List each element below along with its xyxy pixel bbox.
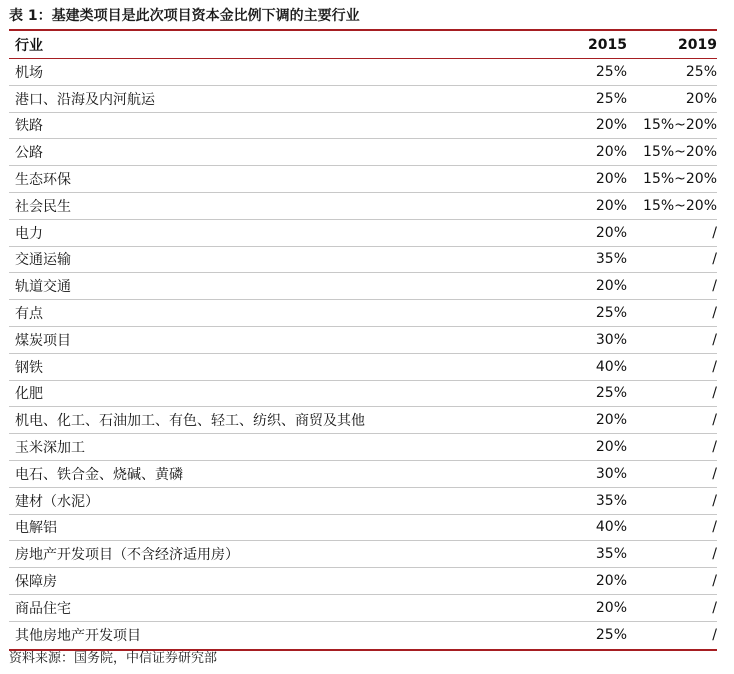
- ratio-2019-cell: /: [712, 519, 717, 536]
- table-row: [9, 622, 717, 649]
- industry-cell: 轨道交通: [15, 279, 71, 296]
- industry-cell: 建材（水泥）: [15, 493, 99, 510]
- ratio-2015-cell: 30%: [595, 465, 627, 482]
- industry-cell: 港口、沿海及内河航运: [15, 91, 155, 108]
- industry-cell: 玉米深加工: [15, 440, 85, 457]
- capital-ratio-table: [9, 29, 717, 651]
- ratio-2019-cell: 15%~20%: [643, 171, 717, 188]
- ratio-2015-cell: 20%: [595, 171, 627, 188]
- table-row: [9, 515, 717, 542]
- ratio-2015-cell: 20%: [595, 117, 627, 134]
- ratio-2019-cell: /: [712, 331, 717, 348]
- ratio-2015-cell: 20%: [595, 144, 627, 161]
- ratio-2019-cell: /: [712, 492, 717, 509]
- ratio-2015-cell: 25%: [595, 63, 627, 80]
- table-row: [9, 381, 717, 408]
- ratio-2015-cell: 40%: [595, 519, 627, 536]
- table-row: [9, 59, 717, 86]
- table-row: [9, 193, 717, 220]
- table-row: [9, 541, 717, 568]
- ratio-2015-cell: 20%: [595, 599, 627, 616]
- table-row: [9, 166, 717, 193]
- ratio-2019-cell: /: [712, 358, 717, 375]
- table-body: [9, 59, 717, 649]
- industry-cell: 房地产开发项目（不含经济适用房）: [15, 547, 239, 564]
- industry-cell: 化肥: [15, 386, 43, 403]
- ratio-2019-cell: /: [712, 385, 717, 402]
- industry-cell: 生态环保: [15, 172, 71, 189]
- industry-cell: 电力: [15, 225, 43, 242]
- ratio-2019-cell: /: [712, 465, 717, 482]
- industry-cell: 电解铝: [15, 520, 57, 537]
- industry-cell: 有点: [15, 306, 43, 323]
- ratio-2015-cell: 20%: [595, 278, 627, 295]
- ratio-2015-cell: 35%: [595, 546, 627, 563]
- ratio-2015-cell: 25%: [595, 627, 627, 644]
- ratio-2019-cell: 15%~20%: [643, 197, 717, 214]
- ratio-2015-cell: 20%: [595, 197, 627, 214]
- ratio-2015-cell: 20%: [595, 412, 627, 429]
- ratio-2019-cell: /: [712, 224, 717, 241]
- industry-cell: 商品住宅: [15, 600, 71, 617]
- ratio-2015-cell: 25%: [595, 385, 627, 402]
- table-row: [9, 247, 717, 274]
- table-header-row: [9, 31, 717, 59]
- ratio-2019-cell: /: [712, 439, 717, 456]
- industry-cell: 保障房: [15, 574, 57, 591]
- header-2015: 2015: [588, 36, 627, 53]
- table-row: [9, 354, 717, 381]
- industry-cell: 钢铁: [15, 359, 43, 376]
- ratio-2019-cell: /: [712, 627, 717, 644]
- table-row: [9, 113, 717, 140]
- ratio-2019-cell: /: [712, 278, 717, 295]
- ratio-2019-cell: /: [712, 599, 717, 616]
- table-row: [9, 139, 717, 166]
- header-industry: 行业: [15, 37, 43, 54]
- table-row: [9, 300, 717, 327]
- ratio-2019-cell: /: [712, 546, 717, 563]
- table-row: [9, 461, 717, 488]
- industry-cell: 公路: [15, 145, 43, 162]
- industry-cell: 电石、铁合金、烧碱、黄磷: [15, 466, 183, 483]
- table-row: [9, 595, 717, 622]
- ratio-2015-cell: 25%: [595, 305, 627, 322]
- ratio-2019-cell: 25%: [685, 63, 717, 80]
- industry-cell: 机电、化工、石油加工、有色、轻工、纺织、商贸及其他: [15, 413, 365, 430]
- source-note: 资料来源：国务院，中信证券研究部: [9, 651, 218, 666]
- table-row: [9, 568, 717, 595]
- ratio-2015-cell: 20%: [595, 224, 627, 241]
- ratio-2015-cell: 25%: [595, 90, 627, 107]
- table-caption: 表 1：基建类项目是此次项目资本金比例下调的主要行业: [9, 8, 360, 24]
- ratio-2019-cell: 15%~20%: [643, 144, 717, 161]
- industry-cell: 煤炭项目: [15, 332, 71, 349]
- ratio-2019-cell: 20%: [685, 90, 717, 107]
- ratio-2019-cell: /: [712, 412, 717, 429]
- industry-cell: 铁路: [15, 118, 43, 135]
- ratio-2015-cell: 35%: [595, 492, 627, 509]
- industry-cell: 交通运输: [15, 252, 71, 269]
- ratio-2015-cell: 20%: [595, 439, 627, 456]
- industry-cell: 机场: [15, 64, 43, 81]
- table-row: [9, 434, 717, 461]
- ratio-2019-cell: /: [712, 305, 717, 322]
- ratio-2019-cell: /: [712, 573, 717, 590]
- ratio-2015-cell: 20%: [595, 573, 627, 590]
- table-row: [9, 220, 717, 247]
- table-row: [9, 86, 717, 113]
- ratio-2019-cell: /: [712, 251, 717, 268]
- industry-cell: 社会民生: [15, 198, 71, 215]
- header-2019: 2019: [678, 36, 717, 53]
- ratio-2015-cell: 30%: [595, 331, 627, 348]
- table-row: [9, 407, 717, 434]
- table-row: [9, 488, 717, 515]
- industry-cell: 其他房地产开发项目: [15, 628, 141, 645]
- table-row: [9, 273, 717, 300]
- ratio-2015-cell: 40%: [595, 358, 627, 375]
- ratio-2019-cell: 15%~20%: [643, 117, 717, 134]
- ratio-2015-cell: 35%: [595, 251, 627, 268]
- table-row: [9, 327, 717, 354]
